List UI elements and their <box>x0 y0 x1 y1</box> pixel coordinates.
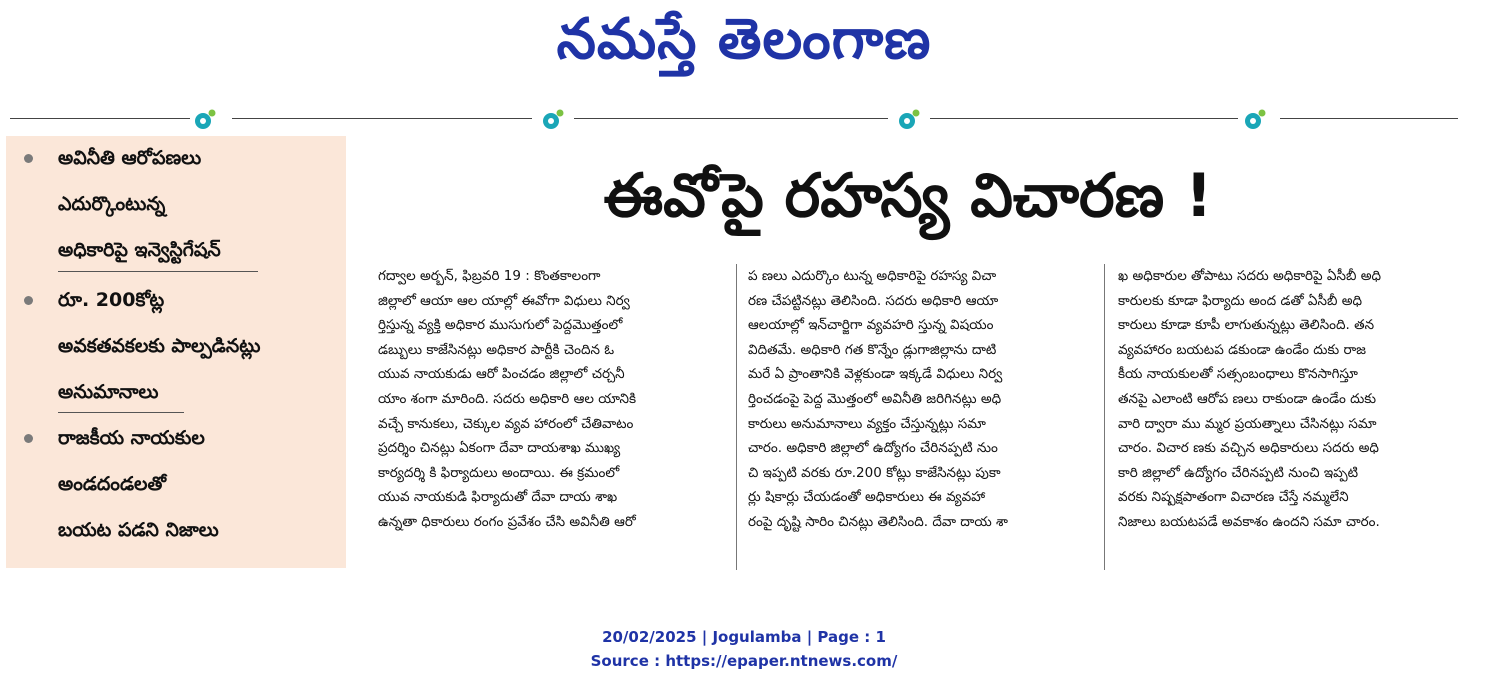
highlight-line: రూ. 200కోట్ల <box>58 289 165 311</box>
paper-logo-icon <box>896 108 922 130</box>
body-line: కార్యదర్శి కి ఫిర్యాదులు అందాయి. ఈ క్రమంలో <box>378 464 620 481</box>
bullet-icon <box>24 154 33 163</box>
body-line: డబ్బులు కాజేసినట్లు అధికార పార్టీకి చెందిన ఓ <box>378 341 615 358</box>
body-line: ర్తించడంపై పెద్ద మొత్తంలో అవినీతి జరిగినట్లు అధి <box>748 390 1002 407</box>
paper-logo-icon <box>192 108 218 130</box>
highlight-line: అండదండలతో <box>58 473 167 495</box>
body-line: కారులు కూడా కూపీ లాగుతున్నట్లు తెలిసింది. తన <box>1118 317 1375 334</box>
highlight-separator <box>58 271 258 272</box>
bullet-icon <box>24 296 33 305</box>
newspaper-masthead: నమస్తే తెలంగాణ <box>556 7 932 72</box>
body-line: గద్వాల అర్బన్, ఫిబ్రవరి 19 : కొంతకాలంగా <box>378 268 601 284</box>
body-line: ప ణలు ఎదుర్కొం టున్న అధికారిపై రహస్య విచా <box>748 268 997 284</box>
article-column-2 <box>748 264 1088 570</box>
paper-logo-icon <box>540 108 566 130</box>
body-line: రణ చేపట్టినట్లు తెలిసింది. సదరు అధికారి ఆయా <box>748 292 999 309</box>
body-line: కారులకు కూడా ఫిర్యాదు అంద డతో ఏసీబీ అధి <box>1118 292 1363 309</box>
body-line: కారులు అనుమానాలు వ్యక్తం చేస్తున్నట్లు సమా <box>748 415 986 432</box>
body-line: ప్రదర్శిం చినట్లు ఏకంగా దేవా దాయశాఖ ముఖ్య <box>378 440 621 457</box>
highlight-line: అవకతవకలకు పాల్పడినట్లు <box>58 335 261 357</box>
highlight-line: రాజకీయ నాయకుల <box>58 427 205 449</box>
body-line: ఆలయాల్లో ఇన్‌చార్జిగా వ్యవహరి స్తున్న విషయం <box>748 317 994 334</box>
highlights-box <box>6 136 346 568</box>
source-link[interactable]: Source : https://epaper.ntnews.com/ <box>590 652 898 670</box>
body-line: ఉన్నతా ధికారులు రంగం ప్రవేశం చేసి అవినీతి ఆరో <box>378 513 636 530</box>
highlight-line: బయట పడని నిజాలు <box>58 519 219 541</box>
body-line: రంపై దృష్టి సారిం చినట్లు తెలిసింది. దేవా దాయ శా <box>748 513 1008 530</box>
edition-info: 20/02/2025 | Jogulamba | Page : 1 <box>602 628 886 646</box>
body-line: చారం. విచార ణకు వచ్చిన అధికారులు సదరు అధి <box>1118 440 1379 457</box>
body-line: విదితమే. అధికారి గత కొన్నేం డ్లుగాజిల్లాను దాటి <box>748 341 997 358</box>
body-line: నిజాలు బయటపడే అవకాశం ఉందని సమా చారం. <box>1118 513 1380 530</box>
body-line: ఖ అధికారుల తోపాటు సదరు అధికారిపై ఏసీబీ అధి <box>1118 268 1382 284</box>
body-line: మరే ఏ ప్రాంతానికి వెళ్లకుండా ఇక్కడే విధులు నిర్వ <box>748 366 1003 383</box>
body-line: జిల్లాలో ఆయా ఆల యాల్లో ఈవోగా విధులు నిర్వ <box>378 292 630 309</box>
body-line: ర్లు షికార్లు చేయడంతో అధికారులు ఈ వ్యవహా <box>748 489 986 506</box>
article-column-3 <box>1118 264 1458 570</box>
highlight-line: అవినీతి ఆరోపణలు <box>58 147 202 169</box>
body-line: చి ఇప్పటి వరకు రూ.200 కోట్లు కాజేసినట్లు పుకా <box>748 464 1001 481</box>
body-line: కీయ నాయకులతో సత్సంబంధాలు కొనసాగిస్తూ <box>1118 366 1358 383</box>
body-line: చారం. అధికారి జిల్లాలో ఉద్యోగం చేరినప్పటి నుం <box>748 440 998 457</box>
highlight-line: ఎదుర్కొంటున్న <box>58 193 166 215</box>
body-line: వచ్చే కానుకలు, చెక్కుల వ్యవ హారంలో చేతివాటం <box>378 415 634 432</box>
body-line: తనపై ఎలాంటి ఆరోప ణలు రాకుండా ఉండేం దుకు <box>1118 390 1377 407</box>
body-line: యువ నాయకుడి ఫిర్యాదుతో దేవా దాయ శాఖ <box>378 489 618 506</box>
body-line: కారి జిల్లాలో ఉద్యోగం చేరినప్పటి నుంచి ఇప్పటి <box>1118 464 1359 481</box>
bullet-icon <box>24 434 33 443</box>
highlight-line: అధికారిపై ఇన్వెస్టిగేషన్ <box>58 239 221 261</box>
article-column-1 <box>378 264 718 570</box>
article-headline: ఈవోపై రహస్య విచారణ ! <box>603 161 1213 231</box>
section-divider <box>0 106 1488 130</box>
column-rule <box>736 264 737 570</box>
paper-logo-icon <box>1242 108 1268 130</box>
body-line: యాం శంగా మారింది. సదరు అధికారి ఆల యానికి <box>378 390 636 407</box>
body-line: వారి ద్వారా ము మ్మర ప్రయత్నాలు చేసినట్లు సమా <box>1118 415 1377 432</box>
column-rule <box>1104 264 1105 570</box>
body-line: వ్యవహారం బయటప డకుండా ఉండేం దుకు రాజ <box>1118 341 1366 358</box>
highlight-line: అనుమానాలు <box>58 381 159 403</box>
body-line: వరకు నిష్పక్షపాతంగా విచారణ చేస్తే నమ్మలేని <box>1118 489 1349 506</box>
highlight-separator <box>58 412 184 413</box>
body-line: యువ నాయకుడు ఆరో పించడం జిల్లాలో చర్చనీ <box>378 366 625 383</box>
body-line: ర్తిస్తున్న వ్యక్తి అధికార ముసుగులో పెద్దమొత్తంలో <box>378 317 623 334</box>
